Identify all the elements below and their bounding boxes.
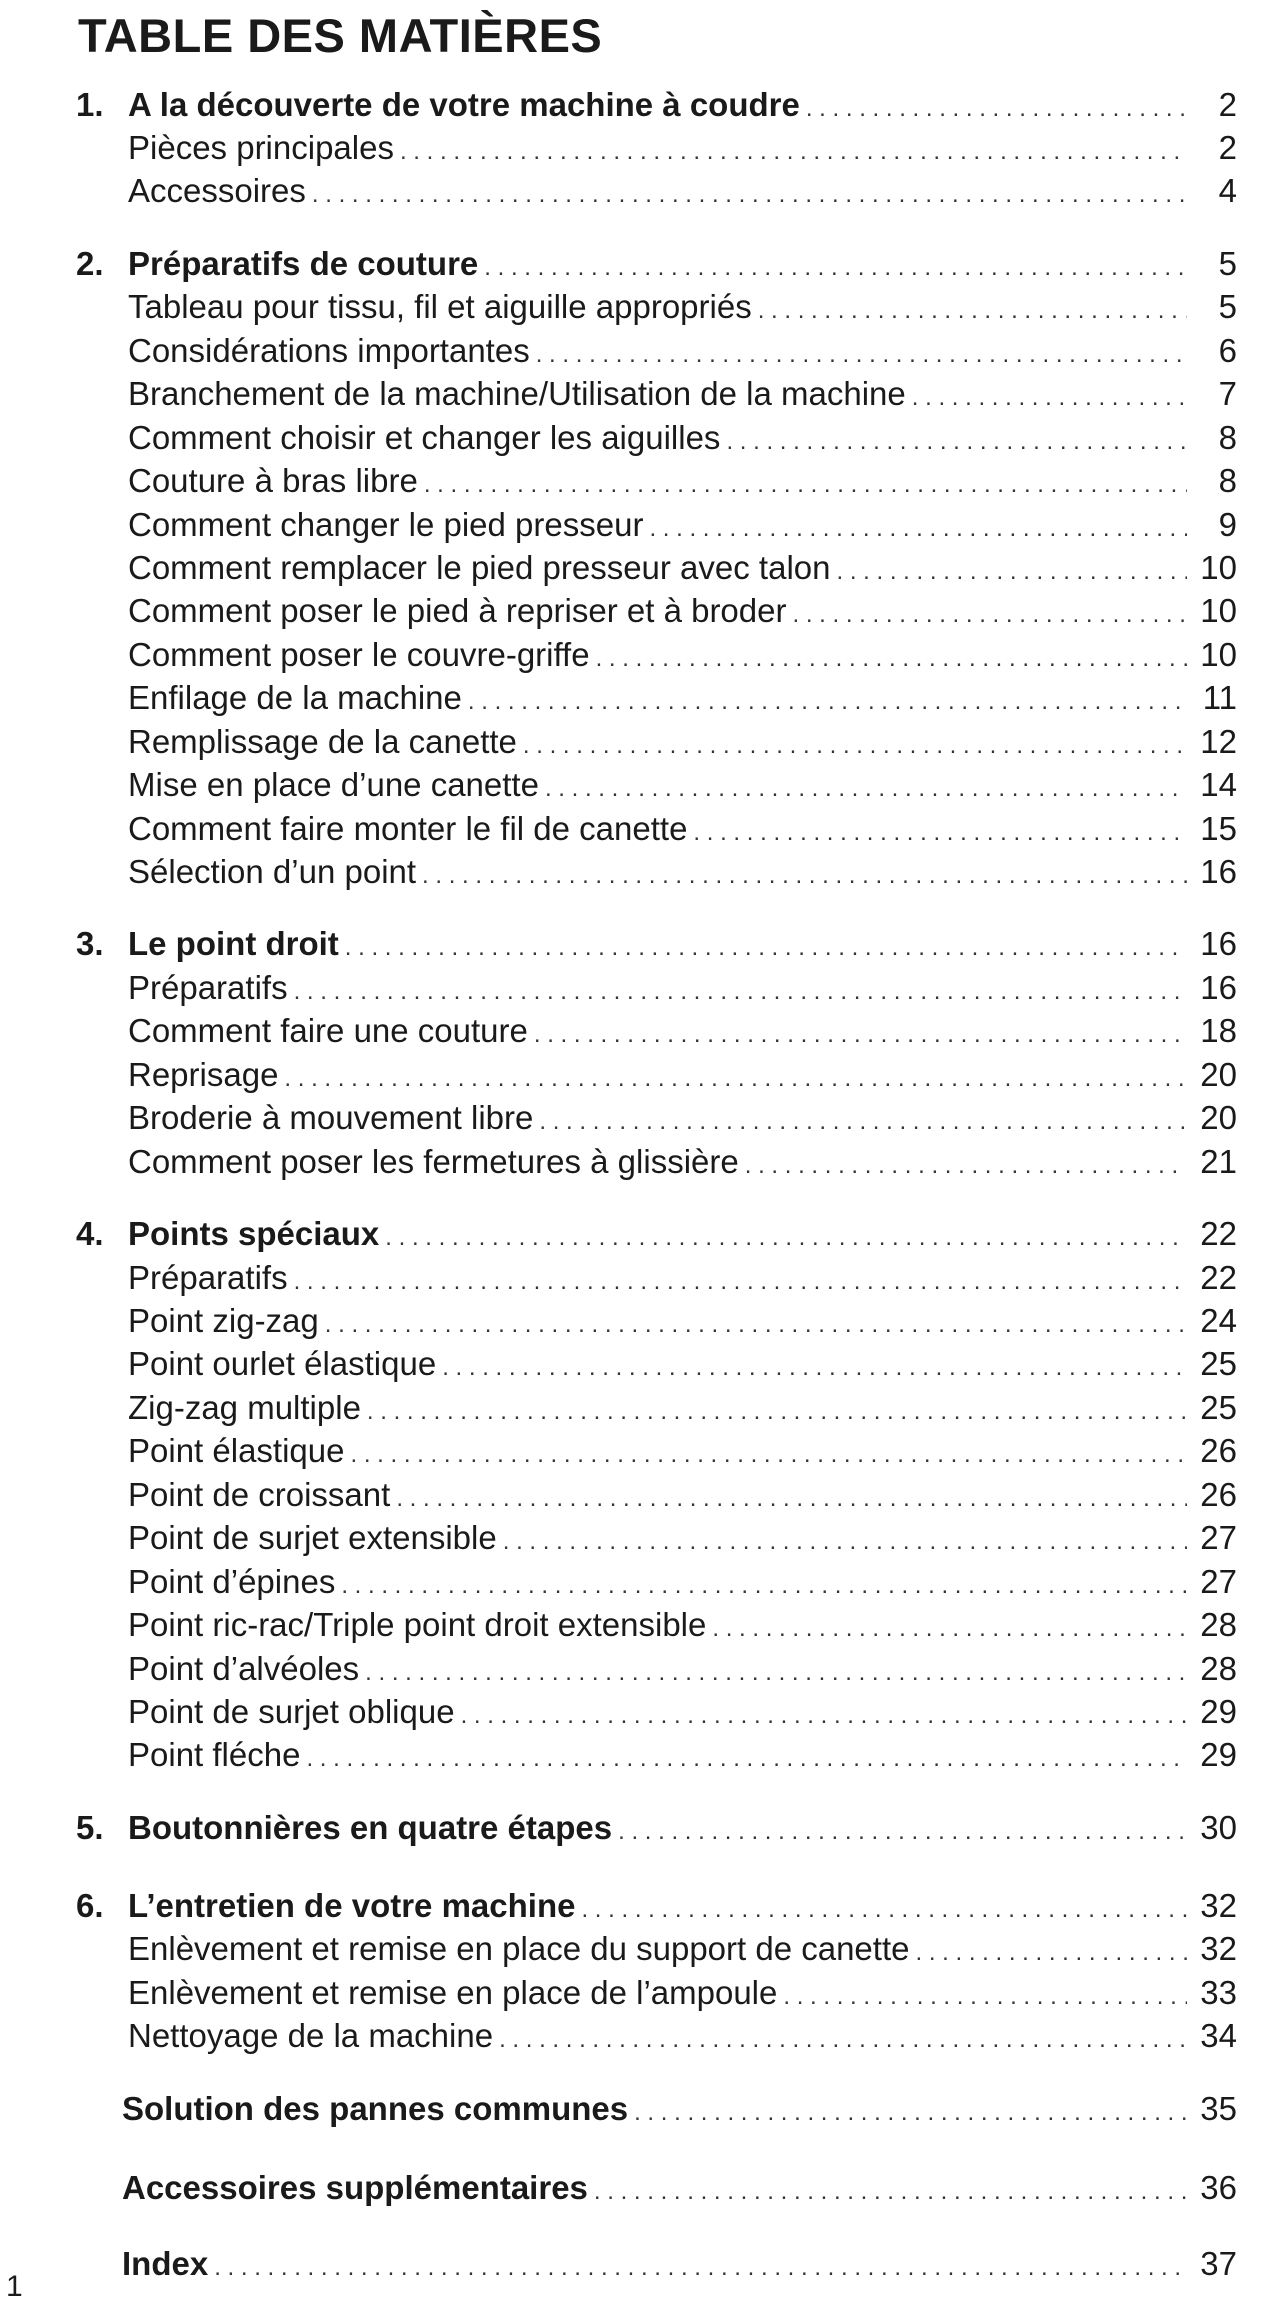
- dot-leader: [712, 1604, 1187, 1650]
- dot-leader: [545, 764, 1187, 810]
- entry-page-number: 22: [1200, 1259, 1237, 1296]
- entry-label: Point de croissant: [128, 1476, 391, 1513]
- toc-entry: [0, 1691, 1285, 1733]
- toc-section: [0, 84, 1285, 126]
- entry-page-number: 28: [1200, 1606, 1237, 1643]
- section-number: 4.: [76, 1215, 104, 1252]
- entry-page-number: 9: [1218, 506, 1237, 543]
- dot-leader: [793, 590, 1188, 636]
- entry-page-number: 35: [1200, 2090, 1237, 2127]
- dot-leader: [345, 923, 1187, 969]
- toc-entry: [0, 1474, 1285, 1516]
- entry-label: Considérations importantes: [128, 332, 530, 369]
- entry-page-number: 6: [1218, 332, 1237, 369]
- toc-entry: [0, 1343, 1285, 1385]
- entry-page-number: 10: [1200, 592, 1237, 629]
- entry-page-number: 12: [1200, 723, 1237, 760]
- entry-label: Comment faire monter le fil de canette: [128, 810, 688, 847]
- entry-label: Point d’épines: [128, 1563, 336, 1600]
- dot-leader: [618, 1807, 1187, 1853]
- toc-entry: [0, 1054, 1285, 1096]
- entry-label: Point élastique: [128, 1432, 345, 1469]
- entry-label: Point d’alvéoles: [128, 1650, 360, 1687]
- entry-page-number: 15: [1200, 810, 1237, 847]
- entry-page-number: 25: [1200, 1389, 1237, 1426]
- dot-leader: [461, 1691, 1187, 1737]
- entry-page-number: 11: [1202, 679, 1237, 716]
- entry-label: Préparatifs: [128, 1259, 288, 1296]
- dot-leader: [422, 851, 1187, 897]
- page-title: TABLE DES MATIÈRES: [78, 9, 603, 62]
- toc-entry: [0, 1734, 1285, 1776]
- entry-label: Point de surjet oblique: [128, 1693, 455, 1730]
- dot-leader: [726, 417, 1187, 463]
- entry-page-number: 20: [1200, 1099, 1237, 1136]
- dot-leader: [596, 634, 1187, 680]
- toc-section: [0, 923, 1285, 965]
- entry-label: Point ourlet élastique: [128, 1345, 437, 1382]
- dot-leader: [284, 1054, 1187, 1100]
- toc-entry: [0, 417, 1285, 459]
- dot-leader: [745, 1141, 1187, 1187]
- entry-label: Accessoires: [128, 172, 306, 209]
- entry-label: Branchement de la machine/Utilisation de la machine: [128, 375, 906, 412]
- toc-entry: [0, 1141, 1285, 1183]
- entry-label: Nettoyage de la machine: [128, 2017, 494, 2054]
- entry-label: Comment remplacer le pied presseur avec talon: [128, 549, 831, 586]
- dot-leader: [365, 1648, 1187, 1694]
- section-number: 6.: [76, 1887, 104, 1924]
- entry-label: Point fléche: [128, 1736, 301, 1773]
- dot-leader: [634, 2088, 1187, 2134]
- dot-leader: [341, 1561, 1187, 1607]
- entry-label: L’entretien de votre machine: [128, 1887, 576, 1924]
- dot-leader: [806, 84, 1187, 130]
- dot-leader: [523, 721, 1187, 767]
- dot-leader: [306, 1734, 1187, 1780]
- dot-leader: [539, 1097, 1187, 1143]
- dot-leader: [758, 286, 1187, 332]
- entry-page-number: 8: [1218, 462, 1237, 499]
- entry-page-number: 26: [1200, 1432, 1237, 1469]
- entry-page-number: 29: [1200, 1693, 1237, 1730]
- entry-label: Comment poser le pied à repriser et à broder: [128, 592, 787, 629]
- entry-label: Broderie à mouvement libre: [128, 1099, 534, 1136]
- entry-page-number: 28: [1200, 1650, 1237, 1687]
- toc-entry: [0, 1300, 1285, 1342]
- entry-page-number: 10: [1200, 549, 1237, 586]
- section-number: 5.: [76, 1809, 104, 1846]
- toc-section: [0, 1807, 1285, 1849]
- entry-label: Solution des pannes communes: [122, 2090, 629, 2127]
- entry-label: Couture à bras libre: [128, 462, 418, 499]
- dot-leader: [350, 1430, 1187, 1476]
- entry-label: Reprisage: [128, 1056, 279, 1093]
- entry-page-number: 37: [1200, 2245, 1237, 2282]
- entry-label: Boutonnières en quatre étapes: [128, 1809, 613, 1846]
- entry-label: Point zig-zag: [128, 1302, 319, 1339]
- dot-leader: [594, 2167, 1187, 2213]
- toc-section: [0, 2088, 1285, 2130]
- entry-label: Pièces principales: [128, 129, 394, 166]
- toc-entry: [0, 1648, 1285, 1690]
- entry-page-number: 34: [1200, 2017, 1237, 2054]
- entry-label: Accessoires supplémentaires: [122, 2169, 588, 2206]
- entry-page-number: 2: [1218, 129, 1237, 166]
- entry-label: Comment faire une couture: [128, 1012, 528, 1049]
- dot-leader: [214, 2243, 1187, 2289]
- entry-page-number: 27: [1200, 1563, 1237, 1600]
- entry-page-number: 5: [1218, 245, 1237, 282]
- entry-page-number: 32: [1200, 1930, 1237, 1967]
- toc-section: [0, 2167, 1285, 2209]
- entry-page-number: 16: [1200, 853, 1237, 890]
- entry-page-number: 16: [1200, 969, 1237, 1006]
- toc-entry: [0, 2015, 1285, 2057]
- toc-section: [0, 1885, 1285, 1927]
- toc-entry: [0, 547, 1285, 589]
- entry-label: Comment poser les fermetures à glissière: [128, 1143, 739, 1180]
- entry-page-number: 7: [1218, 375, 1237, 412]
- entry-label: Le point droit: [128, 925, 339, 962]
- toc-entry: [0, 1517, 1285, 1559]
- toc-entry: [0, 1561, 1285, 1603]
- entry-page-number: 20: [1200, 1056, 1237, 1093]
- section-number: 3.: [76, 925, 104, 962]
- entry-page-number: 36: [1200, 2169, 1237, 2206]
- section-number: 2.: [76, 245, 104, 282]
- toc-section: [0, 2243, 1285, 2285]
- entry-label: Point ric-rac/Triple point droit extensible: [128, 1606, 707, 1643]
- toc-entry: [0, 330, 1285, 372]
- entry-label: Sélection d’un point: [128, 853, 417, 890]
- entry-label: A la découverte de votre machine à coudre: [128, 86, 800, 123]
- dot-leader: [915, 1928, 1187, 1974]
- section-number: 1.: [76, 86, 104, 123]
- toc-section: [0, 1213, 1285, 1255]
- entry-page-number: 24: [1200, 1302, 1237, 1339]
- toc-entry: [0, 634, 1285, 676]
- entry-page-number: 27: [1200, 1519, 1237, 1556]
- entry-label: Index: [122, 2245, 209, 2282]
- toc-entry: [0, 677, 1285, 719]
- entry-label: Remplissage de la canette: [128, 723, 517, 760]
- toc-entry: [0, 721, 1285, 763]
- dot-leader: [312, 170, 1187, 216]
- toc-entry: [0, 1010, 1285, 1052]
- toc-entry: [0, 460, 1285, 502]
- toc-entry: [0, 504, 1285, 546]
- entry-label: Tableau pour tissu, fil et aiguille appropriés: [128, 288, 752, 325]
- entry-page-number: 16: [1200, 925, 1237, 962]
- toc-entry: [0, 1387, 1285, 1429]
- entry-page-number: 29: [1200, 1736, 1237, 1773]
- dot-leader: [367, 1387, 1187, 1433]
- dot-leader: [783, 1972, 1187, 2018]
- entry-label: Comment poser le couvre-griffe: [128, 636, 590, 673]
- toc-entry: [0, 590, 1285, 632]
- toc-entry: [0, 1430, 1285, 1472]
- entry-page-number: 30: [1200, 1809, 1237, 1846]
- dot-leader: [468, 677, 1187, 723]
- toc-entry: [0, 286, 1285, 328]
- toc-entry: [0, 1928, 1285, 1970]
- dot-leader: [837, 547, 1188, 593]
- entry-page-number: 18: [1200, 1012, 1237, 1049]
- entry-label: Comment changer le pied presseur: [128, 506, 644, 543]
- dot-leader: [442, 1343, 1187, 1389]
- toc-entry: [0, 1097, 1285, 1139]
- entry-label: Préparatifs de couture: [128, 245, 479, 282]
- dot-leader: [503, 1517, 1187, 1563]
- toc-entry: [0, 1257, 1285, 1299]
- dot-leader: [325, 1300, 1187, 1346]
- entry-page-number: 8: [1218, 419, 1237, 456]
- entry-page-number: 32: [1200, 1887, 1237, 1924]
- dot-leader: [693, 808, 1187, 854]
- entry-page-number: 33: [1200, 1974, 1237, 2011]
- dot-leader: [396, 1474, 1187, 1520]
- toc-entry: [0, 170, 1285, 212]
- entry-page-number: 14: [1200, 766, 1237, 803]
- toc-entry: [0, 373, 1285, 415]
- toc-section: [0, 243, 1285, 285]
- entry-page-number: 21: [1200, 1143, 1237, 1180]
- toc-entry: [0, 808, 1285, 850]
- toc-entry: [0, 851, 1285, 893]
- entry-label: Zig-zag multiple: [128, 1389, 361, 1426]
- toc-entry: [0, 967, 1285, 1009]
- dot-leader: [294, 967, 1187, 1013]
- dot-leader: [484, 243, 1187, 289]
- entry-label: Enlèvement et remise en place du support de canette: [128, 1930, 910, 1967]
- entry-page-number: 2: [1218, 86, 1237, 123]
- entry-label: Enlèvement et remise en place de l’ampoule: [128, 1974, 778, 2011]
- entry-page-number: 22: [1200, 1215, 1237, 1252]
- entry-label: Enfilage de la machine: [128, 679, 462, 716]
- dot-leader: [536, 330, 1187, 376]
- entry-page-number: 5: [1218, 288, 1237, 325]
- entry-page-number: 25: [1200, 1345, 1237, 1382]
- dot-leader: [581, 1885, 1187, 1931]
- entry-label: Mise en place d’une canette: [128, 766, 539, 803]
- entry-label: Préparatifs: [128, 969, 288, 1006]
- entry-label: Point de surjet extensible: [128, 1519, 497, 1556]
- dot-leader: [400, 127, 1187, 173]
- dot-leader: [534, 1010, 1187, 1056]
- toc-entry: [0, 764, 1285, 806]
- entry-page-number: 10: [1200, 636, 1237, 673]
- entry-page-number: 4: [1218, 172, 1237, 209]
- dot-leader: [912, 373, 1187, 419]
- entry-label: Points spéciaux: [128, 1215, 380, 1252]
- entry-page-number: 26: [1200, 1476, 1237, 1513]
- toc-entry: [0, 1972, 1285, 2014]
- toc-entry: [0, 127, 1285, 169]
- entry-label: Comment choisir et changer les aiguilles: [128, 419, 721, 456]
- dot-leader: [385, 1213, 1187, 1259]
- dot-leader: [649, 504, 1187, 550]
- dot-leader: [294, 1257, 1187, 1303]
- toc-entry: [0, 1604, 1285, 1646]
- page-number: 1: [6, 2270, 23, 2303]
- dot-leader: [499, 2015, 1187, 2061]
- dot-leader: [424, 460, 1187, 506]
